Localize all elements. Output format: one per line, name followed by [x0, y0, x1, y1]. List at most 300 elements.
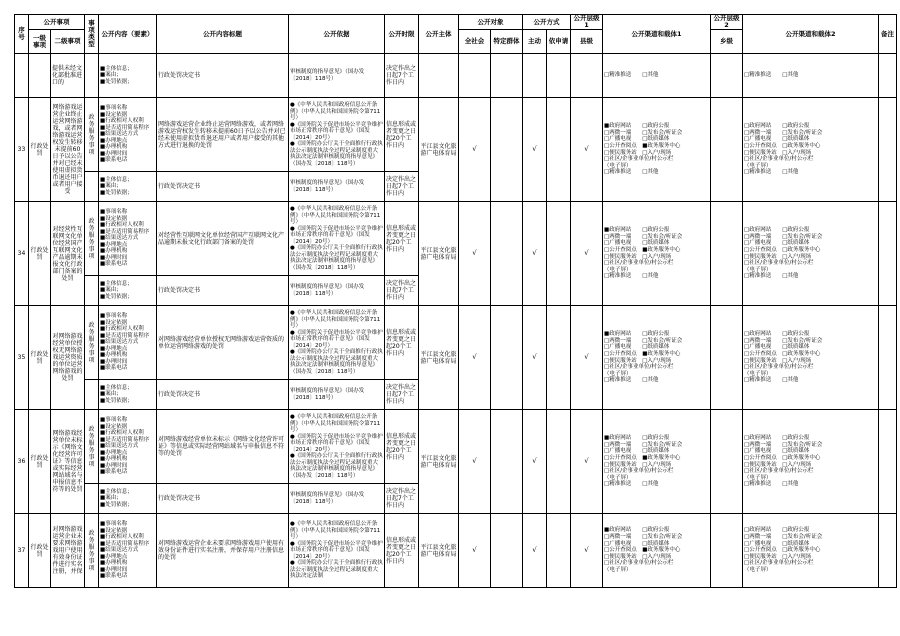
channel-line: □广播电视 □纸质媒体	[744, 344, 810, 351]
channel-line: □便民服务站 □入户/现场	[604, 253, 672, 260]
cell-township	[711, 514, 743, 588]
channel-line: □精准推送 □其他	[744, 273, 799, 280]
cell-county	[571, 54, 603, 98]
cell-elements	[99, 514, 157, 588]
disclosure-table	[14, 14, 897, 588]
cell-society: √	[459, 514, 491, 588]
cell-type	[85, 380, 99, 410]
element-line: ■联系电话	[100, 573, 128, 580]
basis-line: ●《国务院办公厅关于全面推行行政执法公示制度执法全过程记录制度重大执法决定法制审核制度的指导意见》（国办发〔2018〕118号）	[290, 453, 383, 479]
cell-township	[711, 306, 743, 410]
cell-channel1	[603, 306, 711, 410]
element-line: ■行政相对人权利	[100, 326, 144, 333]
element-line: ■联系电话	[100, 469, 128, 476]
cell-society: √	[459, 306, 491, 410]
channel-line: （电子屏）	[744, 266, 772, 273]
channel-line: □广播电视 □纸质媒体	[604, 540, 670, 547]
cell-subject	[419, 54, 459, 98]
element-line: ■办理机构	[100, 456, 128, 463]
cell-channel2	[743, 514, 879, 588]
cell-seq: 36	[15, 410, 29, 514]
cell-seq	[15, 54, 29, 98]
cell-seq: 34	[15, 202, 29, 306]
channel-line: ■政府网站 □政府公报	[604, 123, 670, 130]
element-line: ■处罚依据；	[100, 78, 133, 85]
basis-line: ●《国务院关于促进市场公平竞争维护市场正常秩序的若干意见》（国发〔2014〕20号）	[290, 225, 383, 245]
header-remark: 备注	[879, 15, 897, 54]
cell-basis	[289, 202, 385, 276]
element-line: ■主体信息；	[100, 176, 133, 183]
element-line: ■设定依据	[100, 423, 128, 430]
channel-line: □便民服务站 □入户/现场	[744, 149, 812, 156]
cell-subject: 平江县文化旅游广电体育局	[419, 514, 459, 588]
channel-line: ■政府网站 □政府公报	[604, 227, 670, 234]
cell-specific	[491, 202, 523, 306]
channel-line: （电子屏）	[604, 474, 632, 481]
header-first: 一级事项	[29, 30, 51, 54]
cell-type: 政务服务事项	[85, 514, 99, 588]
cell-second: 对网络游戏经营单位授权无网络游戏运营资质的单位运营网络游戏的处罚	[51, 306, 85, 410]
channel-line: □两微一端 □发布会/听证会	[604, 534, 683, 541]
cell-elements	[99, 410, 157, 484]
cell-first: 行政处罚	[29, 514, 51, 588]
channel-line: □精准推送 □其他	[604, 72, 659, 79]
header-seq: 序号	[15, 15, 29, 54]
cell-time: 信息形成或者变更之日起20个工作日内	[385, 514, 419, 588]
cell-remark	[879, 54, 897, 98]
cell-first	[29, 54, 51, 98]
cell-type: 政务服务事项	[85, 306, 99, 380]
channel-line: （电子屏）	[744, 566, 772, 573]
cell-second: 提供未经文化部批准进口的	[51, 54, 85, 98]
channel-line: □社区/企事业单位/村公示栏	[744, 156, 814, 163]
header-active: 主动	[523, 30, 547, 54]
element-line: ■结果送达方式	[100, 547, 139, 554]
cell-basis	[289, 514, 385, 588]
element-line: ■办理机构	[100, 248, 128, 255]
channel-line: （电子屏）	[604, 266, 632, 273]
channel-line: □公开查阅点 □政务服务中心	[744, 350, 821, 357]
channel-line: □政府网站 □政府公报	[744, 435, 810, 442]
header-level2-group: 公开层级2	[711, 15, 743, 30]
element-line: ■办理地点	[100, 241, 128, 248]
cell-type: 政务服务事项	[85, 98, 99, 172]
channel-line: （电子屏）	[744, 474, 772, 481]
cell-basis	[289, 306, 385, 380]
element-line: ■联系电话	[100, 365, 128, 372]
channel-line: □广播电视 □纸质媒体	[604, 240, 670, 247]
cell-elements	[99, 54, 157, 98]
cell-elements	[99, 306, 157, 380]
element-line: ■案由；	[100, 391, 122, 398]
channel-line: （电子屏）	[604, 162, 632, 169]
cell-elements	[99, 202, 157, 276]
element-line: ■主体信息；	[100, 488, 133, 495]
cell-channel2	[743, 410, 879, 514]
cell-apply	[547, 410, 571, 514]
channel-line: □社区/企事业单位/村公示栏	[744, 468, 814, 475]
table-row	[15, 98, 897, 172]
element-line: ■结果送达方式	[100, 235, 139, 242]
header-second: 二级事项	[51, 30, 85, 54]
header-type: 事项类型	[85, 15, 99, 54]
channel-line: □两微一端 □发布会/听证会	[604, 337, 683, 344]
element-line: ■主体信息；	[100, 384, 133, 391]
channel-line: □社区/企事业单位/村公示栏	[604, 260, 674, 267]
cell-penalty-basis: 审核制度的指导意见》（国办发〔2018〕118号）	[289, 484, 385, 514]
cell-seq: 35	[15, 306, 29, 410]
cell-apply	[547, 514, 571, 588]
element-line: ■办理时间	[100, 462, 128, 469]
cell-penalty-title: 行政处罚决定书	[157, 380, 289, 410]
element-line: ■设定依据	[100, 527, 128, 534]
element-line: ■结果送达方式	[100, 339, 139, 346]
cell-penalty-time: 决定作出之日起7个工作日内	[385, 484, 419, 514]
cell-penalty-title: 行政处罚决定书	[157, 172, 289, 202]
cell-penalty-time: 决定作出之日起7个工作日内	[385, 276, 419, 306]
cell-township	[711, 410, 743, 514]
cell-penalty-elements	[99, 380, 157, 410]
element-line: ■是否适用简易程序	[100, 228, 150, 235]
channel-line: □两微一端 □发布会/听证会	[604, 129, 683, 136]
cell-remark	[879, 514, 897, 588]
cell-penalty-basis: 审核制度的指导意见》（国办发〔2018〕118号）	[289, 276, 385, 306]
element-line: ■处罚依据；	[100, 501, 133, 508]
cell-county: √	[571, 202, 603, 306]
channel-line: □精准推送 □其他	[744, 72, 799, 79]
element-line: ■行政相对人权利	[100, 534, 144, 541]
cell-type: 政务服务事项	[85, 410, 99, 484]
cell-county: √	[571, 306, 603, 410]
element-line: ■办理时间	[100, 358, 128, 365]
cell-remark	[879, 410, 897, 514]
element-line: ■设定依据	[100, 111, 128, 118]
cell-society: √	[459, 202, 491, 306]
cell-title: 对网络游戏运营企业未要求网络游戏用户使用有效身份证件进行实名注册，并保存用户注册信息的处罚	[157, 514, 289, 588]
channel-line: □公开查阅点 □政务服务中心	[744, 246, 821, 253]
cell-society	[459, 54, 491, 98]
element-line: ■办理地点	[100, 137, 128, 144]
element-line: ■事项名称	[100, 105, 128, 112]
element-line: ■办理时间	[100, 566, 128, 573]
channel-line: □广播电视 □纸质媒体	[604, 448, 670, 455]
cell-active: √	[523, 514, 547, 588]
cell-subject: 平江县文化旅游广电体育局	[419, 98, 459, 202]
element-line: ■办理机构	[100, 144, 128, 151]
element-line: ■联系电话	[100, 157, 128, 164]
header-level1-group: 公开层级1	[571, 15, 603, 30]
table-row	[15, 202, 897, 276]
element-line: ■处罚依据；	[100, 397, 133, 404]
table-row-fragment	[15, 54, 897, 98]
channel-line: □社区/企事业单位/村公示栏	[604, 560, 674, 567]
cell-seq: 37	[15, 514, 29, 588]
channel-line: □两微一端 □发布会/听证会	[744, 129, 823, 136]
header-content: 公开内容（要素）	[99, 15, 157, 54]
cell-type	[85, 172, 99, 202]
cell-active: √	[523, 202, 547, 306]
cell-channel2	[743, 306, 879, 410]
cell-time: 决定作出之日起7个工作日内	[385, 54, 419, 98]
cell-active: √	[523, 98, 547, 202]
cell-apply	[547, 54, 571, 98]
element-line: ■案由；	[100, 495, 122, 502]
cell-channel1	[603, 202, 711, 306]
channel-line: □精准推送 □其他	[604, 377, 659, 384]
cell-time: 信息形成或者变更之日起20个工作日内	[385, 410, 419, 484]
cell-penalty-title: 行政处罚决定书	[157, 276, 289, 306]
channel-line: □社区/企事业单位/村公示栏	[744, 364, 814, 371]
cell-time: 信息形成或者变更之日起20个工作日内	[385, 98, 419, 172]
element-line: ■案由；	[100, 287, 122, 294]
element-line: ■结果送达方式	[100, 131, 139, 138]
channel-line: □公开查阅点 ■政务服务中心	[604, 350, 681, 357]
channel-line: □广播电视 □纸质媒体	[744, 448, 810, 455]
channel-line: □公开查阅点 □政务服务中心	[744, 142, 821, 149]
element-line: ■行政相对人权利	[100, 430, 144, 437]
channel-line: （电子屏）	[604, 370, 632, 377]
channel-line: □便民服务站 □入户/现场	[604, 357, 672, 364]
cell-time: 信息形成或者变更之日起20个工作日内	[385, 202, 419, 276]
header-channel2: 公开渠道和载体2	[743, 15, 879, 54]
channel-line: □公开查阅点 □政务服务中心	[744, 547, 821, 554]
header-subject: 公开主体	[419, 15, 459, 54]
channel-line: □精准推送 □其他	[604, 273, 659, 280]
channel-line: □便民服务站 □入户/现场	[744, 357, 812, 364]
cell-channel2	[743, 202, 879, 306]
channel-line: □广播电视 □纸质媒体	[744, 136, 810, 143]
channel-line: □社区/企事业单位/村公示栏	[604, 364, 674, 371]
channel-line: □政府网站 □政府公报	[744, 527, 810, 534]
cell-time: 信息形成或者变更之日起20个工作日内	[385, 306, 419, 380]
channel-line: （电子屏）	[604, 566, 632, 573]
channel-line: □两微一端 □发布会/听证会	[604, 233, 683, 240]
basis-line: ●《中华人民共和国政府信息公开条例》（中华人民共和国国务院令第711号）	[290, 521, 381, 541]
cell-penalty-time: 决定作出之日起7个工作日内	[385, 380, 419, 410]
channel-line: ■政府网站 □政府公报	[604, 331, 670, 338]
channel-line: □两微一端 □发布会/听证会	[744, 233, 823, 240]
header-title: 公开内容标题	[157, 15, 289, 54]
channel-line: □广播电视 □纸质媒体	[604, 136, 670, 143]
element-line: ■事项名称	[100, 417, 128, 424]
element-line: ■联系电话	[100, 261, 128, 268]
channel-line: （电子屏）	[744, 162, 772, 169]
header-specific: 特定群体	[491, 30, 523, 54]
cell-apply	[547, 98, 571, 202]
cell-active: √	[523, 410, 547, 514]
element-line: ■案由；	[100, 183, 122, 190]
cell-first: 行政处罚	[29, 202, 51, 306]
cell-channel1	[603, 514, 711, 588]
channel-line: □广播电视 □纸质媒体	[744, 540, 810, 547]
element-line: ■是否适用简易程序	[100, 540, 150, 547]
header-society: 全社会	[459, 30, 491, 54]
channel-line: □精准推送 □其他	[604, 169, 659, 176]
channel-line: □便民服务站 □入户/现场	[604, 461, 672, 468]
cell-specific	[491, 514, 523, 588]
channel-line: □便民服务站 □入户/现场	[604, 149, 672, 156]
cell-apply	[547, 306, 571, 410]
element-line: ■处罚依据；	[100, 293, 133, 300]
table-body	[15, 54, 897, 588]
cell-subject: 平江县文化旅游广电体育局	[419, 306, 459, 410]
basis-line: ●《国务院办公厅关于全面推行行政执法公示制度执法全过程记录制度重大执法决定法制审核制度的指导意见》（国办发〔2018〕118号）	[290, 141, 383, 167]
cell-second: 网络游戏经营单位未标示《网络文化经营许可证》等信息或实际经营网站域名与申报信息不符等的处罚	[51, 410, 85, 514]
cell-type	[85, 276, 99, 306]
cell-subject: 平江县文化旅游广电体育局	[419, 410, 459, 514]
cell-type	[85, 484, 99, 514]
channel-line: □社区/企事业单位/村公示栏	[604, 156, 674, 163]
basis-line: ●《国务院办公厅关于全面推行行政执法公示制度执法全过程记录制度重大执法决定法制审核制度的指导意见》（国办发〔2018〕118号）	[290, 349, 383, 375]
cell-specific	[491, 98, 523, 202]
basis-line: ●《中华人民共和国政府信息公开条例》（中华人民共和国国务院令第711号）	[290, 102, 381, 121]
channel-line: □社区/企事业单位/村公示栏	[744, 260, 814, 267]
cell-first: 行政处罚	[29, 98, 51, 202]
element-line: ■是否适用简易程序	[100, 436, 150, 443]
cell-penalty-elements	[99, 172, 157, 202]
table-row	[15, 306, 897, 380]
cell-county: √	[571, 514, 603, 588]
channel-line: □政府网站 □政府公报	[744, 331, 810, 338]
cell-type	[85, 54, 99, 98]
disclosure-table-sheet	[14, 14, 894, 620]
element-line: ■案由；	[100, 72, 122, 79]
element-line: ■办理时间	[100, 254, 128, 261]
cell-township	[711, 54, 743, 98]
table-row	[15, 410, 897, 484]
cell-basis: 审核制度的指导意见》（国办发〔2018〕118号）	[289, 54, 385, 98]
header-time: 公开时限	[385, 15, 419, 54]
cell-county: √	[571, 410, 603, 514]
cell-society: √	[459, 98, 491, 202]
cell-channel2	[743, 54, 879, 98]
cell-county: √	[571, 98, 603, 202]
cell-second: 对经营性互联网文化单位经营国产互联网文化产品逾期未报文化行政部门备案的处罚	[51, 202, 85, 306]
channel-line: □政府网站 □政府公报	[744, 123, 810, 130]
cell-penalty-elements	[99, 484, 157, 514]
channel-line: □公开查阅点 ■政务服务中心	[604, 246, 681, 253]
channel-line: □公开查阅点 ■政务服务中心	[604, 547, 681, 554]
cell-channel1	[603, 410, 711, 514]
basis-line: ●《国务院关于促进市场公平竞争维护市场正常秩序的若干意见》（国发〔2014〕20号）	[290, 433, 383, 453]
cell-first: 行政处罚	[29, 306, 51, 410]
cell-apply	[547, 202, 571, 306]
channel-line: □两微一端 □发布会/听证会	[744, 534, 823, 541]
channel-line: □社区/企事业单位/村公示栏	[744, 560, 814, 567]
element-line: ■事项名称	[100, 313, 128, 320]
basis-line: ●《国务院关于促进市场公平竞争维护市场正常秩序的若干意见》（国发〔2014〕20号）	[290, 121, 383, 141]
channel-line: □精准推送 □其他	[744, 481, 799, 488]
channel-line: □两微一端 □发布会/听证会	[604, 441, 683, 448]
cell-first: 行政处罚	[29, 410, 51, 514]
channel-line: ■政府网站 □政府公报	[604, 527, 670, 534]
channel-line: □便民服务站 □入户/现场	[744, 553, 812, 560]
element-line: ■办理地点	[100, 553, 128, 560]
cell-basis	[289, 98, 385, 172]
cell-type: 政务服务事项	[85, 202, 99, 276]
element-line: ■办理时间	[100, 150, 128, 157]
element-line: ■是否适用简易程序	[100, 124, 150, 131]
header-basis: 公开依据	[289, 15, 385, 54]
element-line: ■事项名称	[100, 521, 128, 528]
element-line: ■办理地点	[100, 345, 128, 352]
channel-line: □公开查阅点 ■政务服务中心	[604, 142, 681, 149]
channel-line: □精准推送 □其他	[604, 481, 659, 488]
basis-line: ●《国务院办公厅关于全面推行行政执法公示制度执法全过程记录制度重大执法决定法制审核制度的指导意见》（国办发〔2018〕118号）	[290, 245, 383, 271]
element-line: ■事项名称	[100, 209, 128, 216]
element-line: ■办理地点	[100, 449, 128, 456]
cell-basis	[289, 410, 385, 484]
header-target-group: 公开对象	[459, 15, 523, 30]
header-channel1: 公开渠道和载体1	[603, 15, 711, 54]
cell-specific	[491, 410, 523, 514]
cell-township	[711, 98, 743, 202]
element-line: ■设定依据	[100, 215, 128, 222]
cell-penalty-basis: 审核制度的指导意见》（国办发〔2018〕118号）	[289, 380, 385, 410]
cell-subject: 平江县文化旅游广电体育局	[419, 202, 459, 306]
element-line: ■处罚依据；	[100, 189, 133, 196]
cell-second: 网络游戏运营企业终止运营网络游戏，或者网络游戏运营权发生转移未提前60日予以公告并对已经未使用虚拟货币退还用户或者用户接受	[51, 98, 85, 202]
cell-active: √	[523, 306, 547, 410]
cell-remark	[879, 306, 897, 410]
cell-title: 对网络游戏经营单位未标示《网络文化经营许可证》等信息或实际经营网站域名与申报信息不符等的处罚	[157, 410, 289, 484]
header-method-group: 公开方式	[523, 15, 571, 30]
basis-line: ●《中华人民共和国政府信息公开条例》（中华人民共和国国务院令第711号）	[290, 414, 381, 433]
cell-channel2	[743, 98, 879, 202]
cell-society: √	[459, 410, 491, 514]
element-line: ■主体信息；	[100, 65, 133, 72]
cell-penalty-title: 行政处罚决定书	[157, 484, 289, 514]
channel-line: □公开查阅点 □政务服务中心	[744, 454, 821, 461]
channel-line: □广播电视 □纸质媒体	[744, 240, 810, 247]
cell-remark	[879, 202, 897, 306]
channel-line: □社区/企事业单位/村公示栏	[604, 468, 674, 475]
cell-penalty-elements	[99, 276, 157, 306]
cell-elements	[99, 98, 157, 172]
channel-line: □广播电视 □纸质媒体	[604, 344, 670, 351]
header-county: 县级	[571, 30, 603, 54]
element-line: ■设定依据	[100, 319, 128, 326]
cell-title: 网络游戏运营企业终止运营网络游戏，或者网络游戏运营权发生转移未提前60日予以公告并对已经未使用虚拟货币退还用户或者用户接受的其他方式进行退换的处罚	[157, 98, 289, 172]
basis-line: ●《国务院关于促进市场公平竞争维护市场正常秩序的若干意见》（国发〔2014〕20号）	[290, 329, 383, 349]
cell-penalty-time: 决定作出之日起7个工作日内	[385, 172, 419, 202]
header-apply: 依申请	[547, 30, 571, 54]
element-line: ■行政相对人权利	[100, 118, 144, 125]
cell-seq: 33	[15, 98, 29, 202]
element-line: ■结果送达方式	[100, 443, 139, 450]
basis-line: ●《中华人民共和国政府信息公开条例》（中华人民共和国国务院令第711号）	[290, 310, 381, 329]
element-line: ■办理机构	[100, 560, 128, 567]
element-line: ■行政相对人权利	[100, 222, 144, 229]
element-line: ■主体信息；	[100, 280, 133, 287]
channel-line: □精准推送 □其他	[744, 377, 799, 384]
cell-specific	[491, 306, 523, 410]
basis-line: ●《国务院关于促进市场公平竞争维护市场正常秩序的若干意见》（国发〔2014〕20号）	[290, 540, 383, 560]
element-line: ■是否适用简易程序	[100, 332, 150, 339]
cell-penalty-basis: 审核制度的指导意见》（国办发〔2018〕118号）	[289, 172, 385, 202]
table-row	[15, 514, 897, 588]
basis-line: ●《国务院办公厅关于全面推行行政执法公示制度执法全过程记录制度重大执法决定法制	[290, 560, 383, 580]
cell-title: 行政处罚决定书	[157, 54, 289, 98]
channel-line: ■政府网站 □政府公报	[604, 435, 670, 442]
cell-township	[711, 202, 743, 306]
cell-remark	[879, 98, 897, 202]
cell-channel1	[603, 98, 711, 202]
cell-specific	[491, 54, 523, 98]
channel-line: □两微一端 □发布会/听证会	[744, 337, 823, 344]
header-township: 乡级	[711, 30, 743, 54]
channel-line: □政府网站 □政府公报	[744, 227, 810, 234]
